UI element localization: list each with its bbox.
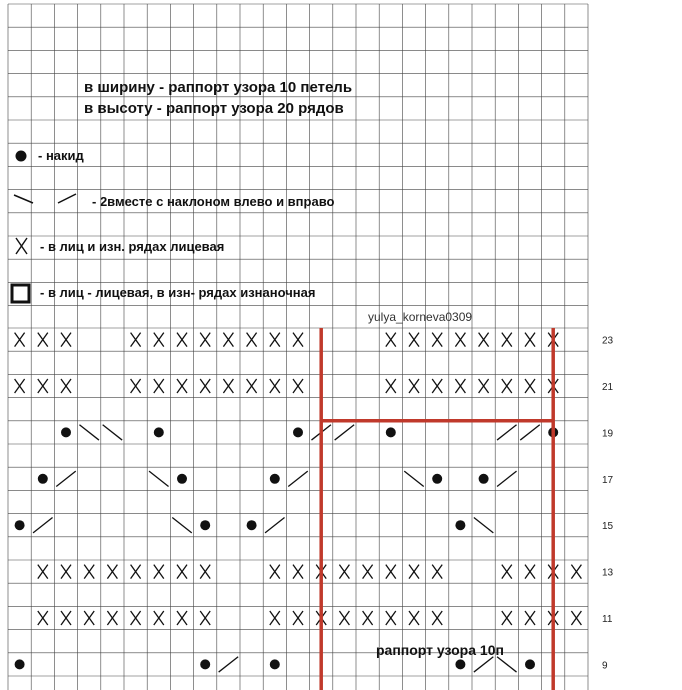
knit-cross-symbol	[479, 333, 489, 347]
knit-cross-symbol	[432, 565, 442, 579]
yarn-over-symbol	[61, 427, 71, 437]
yarn-over-symbol	[455, 520, 465, 530]
decrease-left-symbol	[172, 518, 191, 533]
knit-legend-label: - в лиц и изн. рядах лицевая	[40, 239, 225, 254]
knit-cross-symbol	[177, 565, 187, 579]
knit-cross-symbol	[107, 565, 117, 579]
knit-cross-symbol	[223, 333, 233, 347]
knit-cross-symbol	[200, 333, 210, 347]
knit-cross-symbol	[61, 379, 71, 393]
knit-cross-symbol	[432, 333, 442, 347]
knit-cross-symbol	[455, 333, 465, 347]
knit-cross-symbol	[409, 333, 419, 347]
knit-cross-symbol	[409, 379, 419, 393]
row-number: 9	[602, 660, 608, 672]
knit-cross-symbol	[61, 565, 71, 579]
knit-cross-symbol	[386, 379, 396, 393]
row-number: 13	[602, 567, 614, 579]
yarn-over-symbol	[200, 659, 210, 669]
yarn-over-symbol	[270, 474, 280, 484]
knit-cross-symbol	[84, 565, 94, 579]
yarn-over-symbol	[247, 520, 257, 530]
decrease-right-symbol	[265, 518, 284, 533]
knit-cross-symbol	[339, 611, 349, 625]
knit-cross-symbol	[270, 611, 280, 625]
decrease-right-symbol	[335, 425, 354, 440]
decrease-legend-label: - 2вместе с наклоном влево и вправо	[92, 194, 335, 209]
knit-cross-symbol	[154, 565, 164, 579]
yarn-over-symbol	[432, 474, 442, 484]
row-numbers	[602, 336, 614, 690]
row-number: 17	[602, 474, 614, 486]
decrease-left-symbol	[497, 657, 516, 672]
repeat-caption: раппорт узора 10п	[376, 642, 504, 658]
yarn-over-symbol	[15, 520, 25, 530]
yarn-over-symbol	[177, 474, 187, 484]
chart-symbols	[10, 333, 582, 690]
knit-cross-symbol	[502, 333, 512, 347]
knit-cross-symbol	[502, 611, 512, 625]
yarn-over-symbol	[525, 659, 535, 669]
purl-legend-label: - в лиц - лицевая, в изн- рядах изнаночная	[40, 285, 316, 300]
row-number: 19	[602, 428, 614, 440]
decrease-icon	[14, 194, 76, 203]
yarn-over-symbol	[200, 520, 210, 530]
knit-cross-symbol	[409, 565, 419, 579]
knit-cross-symbol	[247, 379, 257, 393]
decrease-left-symbol	[404, 471, 423, 486]
knit-cross-symbol	[525, 565, 535, 579]
knit-cross-symbol	[270, 333, 280, 347]
decrease-left-symbol	[79, 425, 98, 440]
knit-cross-icon	[16, 238, 27, 254]
knit-cross-symbol	[84, 611, 94, 625]
yarn-over-symbol	[386, 427, 396, 437]
yarn-over-legend-label: - накид	[38, 148, 84, 163]
knit-cross-symbol	[386, 333, 396, 347]
knit-cross-symbol	[432, 611, 442, 625]
yarn-over-symbol	[479, 474, 489, 484]
knit-cross-symbol	[293, 565, 303, 579]
knit-cross-symbol	[15, 379, 25, 393]
knit-cross-symbol	[386, 611, 396, 625]
knit-cross-symbol	[363, 611, 373, 625]
row-number: 11	[602, 614, 613, 625]
knit-cross-symbol	[38, 565, 48, 579]
knit-cross-symbol	[525, 611, 535, 625]
decrease-right-symbol	[474, 657, 493, 672]
knit-cross-symbol	[293, 379, 303, 393]
decrease-right-symbol	[497, 425, 516, 440]
decrease-right-symbol	[497, 471, 516, 486]
decrease-left-symbol	[103, 425, 122, 440]
row-number: 23	[602, 335, 614, 347]
knit-cross-symbol	[154, 333, 164, 347]
knit-cross-symbol	[479, 379, 489, 393]
knit-cross-symbol	[223, 379, 233, 393]
knit-cross-symbol	[61, 611, 71, 625]
knit-cross-symbol	[131, 379, 141, 393]
knit-cross-symbol	[571, 611, 581, 625]
knit-cross-symbol	[15, 333, 25, 347]
knit-cross-symbol	[200, 565, 210, 579]
knit-cross-symbol	[270, 379, 280, 393]
row-number: 15	[602, 521, 614, 533]
knit-cross-symbol	[432, 379, 442, 393]
knit-cross-symbol	[200, 611, 210, 625]
knit-cross-symbol	[270, 565, 280, 579]
knit-cross-symbol	[247, 333, 257, 347]
knit-cross-symbol	[525, 333, 535, 347]
knit-cross-symbol	[455, 379, 465, 393]
knit-cross-symbol	[293, 611, 303, 625]
knit-cross-symbol	[177, 379, 187, 393]
knit-cross-symbol	[131, 565, 141, 579]
knit-cross-symbol	[154, 379, 164, 393]
yarn-over-symbol	[154, 427, 164, 437]
yarn-over-symbol	[270, 659, 280, 669]
decrease-left-symbol	[149, 471, 168, 486]
pattern-width-text: в ширину - раппорт узора 10 петель	[84, 79, 353, 96]
knit-cross-symbol	[61, 333, 71, 347]
knit-cross-symbol	[386, 565, 396, 579]
knit-cross-symbol	[177, 611, 187, 625]
decrease-right-symbol	[219, 657, 238, 672]
knit-cross-symbol	[200, 379, 210, 393]
decrease-right-symbol	[33, 518, 52, 533]
knit-cross-symbol	[363, 565, 373, 579]
knit-cross-symbol	[409, 611, 419, 625]
knit-cross-symbol	[154, 611, 164, 625]
knit-cross-symbol	[177, 333, 187, 347]
decrease-left-symbol	[474, 518, 493, 533]
knit-cross-symbol	[293, 333, 303, 347]
knit-cross-symbol	[38, 611, 48, 625]
knit-cross-symbol	[131, 611, 141, 625]
knit-cross-symbol	[502, 565, 512, 579]
yarn-over-symbol	[293, 427, 303, 437]
yarn-over-symbol	[15, 659, 25, 669]
decrease-right-symbol	[56, 471, 75, 486]
knit-cross-symbol	[571, 565, 581, 579]
square-icon	[12, 285, 29, 302]
knit-cross-symbol	[502, 379, 512, 393]
knit-cross-symbol	[38, 379, 48, 393]
yarn-over-symbol	[38, 474, 48, 484]
knit-cross-symbol	[339, 565, 349, 579]
yarn-over-symbol	[455, 659, 465, 669]
knit-cross-symbol	[38, 333, 48, 347]
pattern-height-text: в высоту - раппорт узора 20 рядов	[84, 100, 344, 117]
knit-cross-symbol	[107, 611, 117, 625]
decrease-right-symbol	[520, 425, 539, 440]
knit-cross-symbol	[131, 333, 141, 347]
yarn-over-icon	[16, 151, 27, 162]
watermark: yulya_korneva0309	[368, 310, 473, 324]
knit-cross-symbol	[525, 379, 535, 393]
row-number: 21	[602, 382, 614, 393]
decrease-right-symbol	[288, 471, 307, 486]
